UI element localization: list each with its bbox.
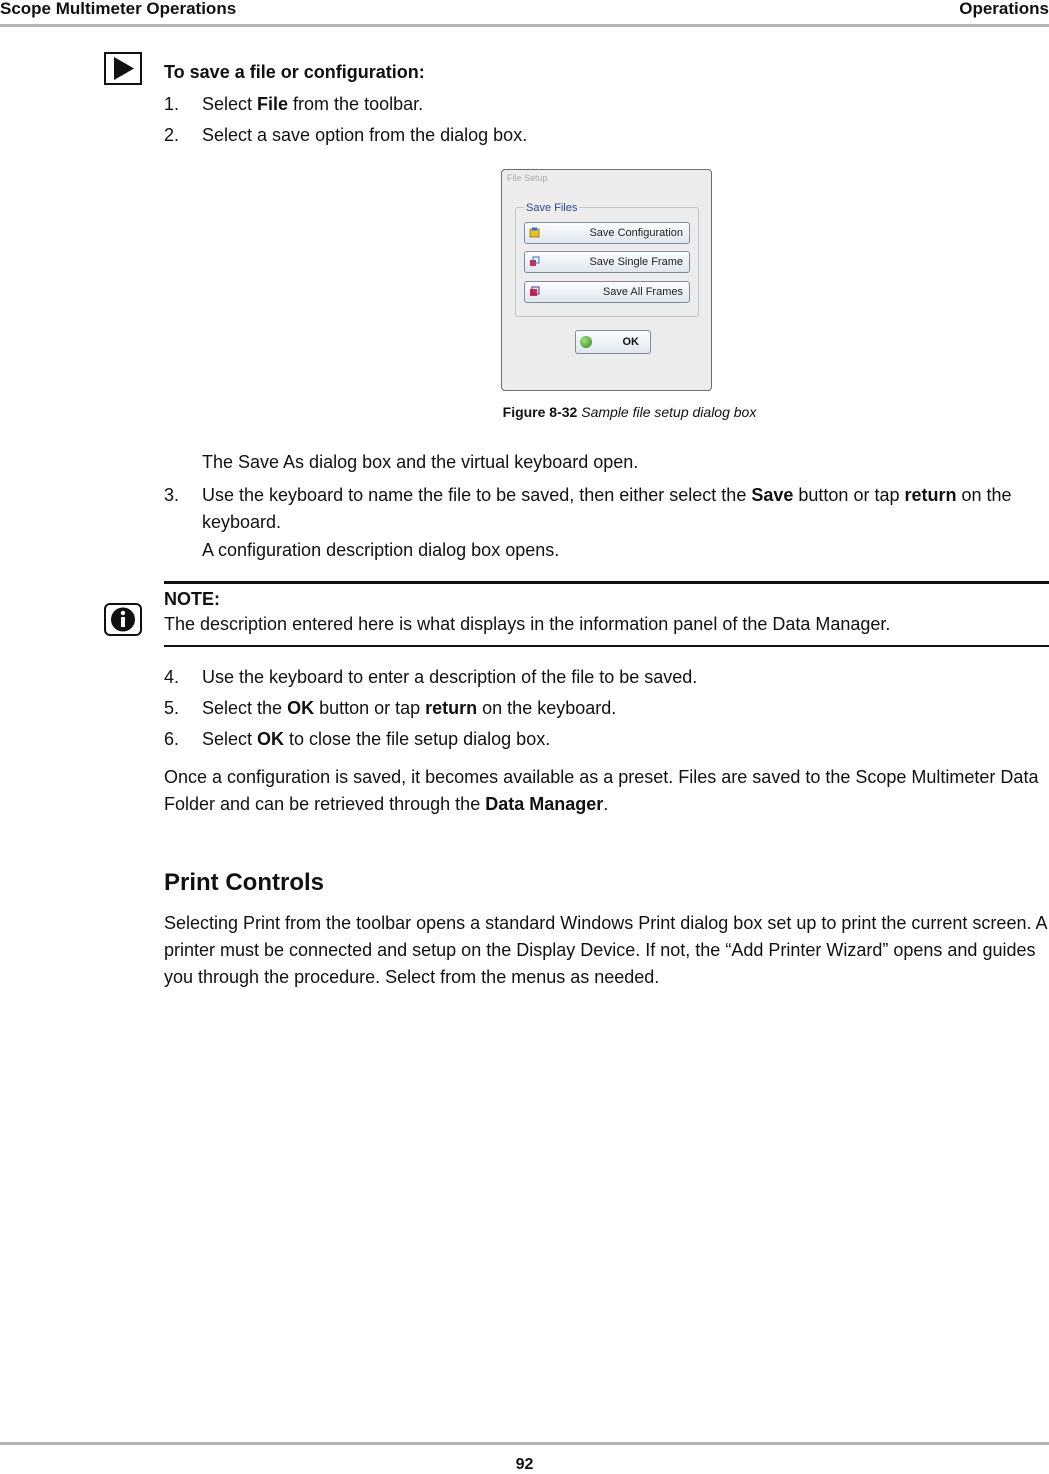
green-status-icon [580, 336, 592, 348]
file-setup-dialog [501, 169, 712, 391]
procedure-title: To save a file or configuration: [164, 62, 425, 82]
step-2-result: The Save As dialog box and the virtual keyboard open. [202, 452, 639, 472]
save-files-label: Save Files [526, 202, 578, 214]
step-4: 4. Use the keyboard to enter a description of the file to be saved. [164, 667, 698, 687]
note-text: The description entered here is what displays in the information panel of the Data Manager. [164, 614, 891, 634]
running-header-right: Operations [959, 0, 1049, 18]
print-paragraph: Selecting Print from the toolbar opens a standard Windows Print dialog box set up to print the current screen. A printer must be connected and setup on the Display Device. If not, the “Add Printer Wizard” opens and guides you through the procedure. Select from the menus as needed. [164, 913, 1047, 987]
save-configuration-icon [529, 227, 540, 238]
step-3: 3. Use the keyboard to name the file to be saved, then either select the Save button or tap return on the keyboard. [164, 485, 1012, 532]
info-icon [104, 603, 142, 636]
step-1: 1. Select File from the toolbar. [164, 94, 424, 114]
note-label: NOTE: [164, 589, 220, 609]
header-rule [0, 24, 1049, 27]
figure-caption: Figure 8-32 Sample file setup dialog box [502, 404, 757, 420]
step-6: 6. Select OK to close the file setup dialog box. [164, 729, 551, 749]
dialog-title: File Setup [507, 173, 548, 183]
ok-button[interactable]: OK [575, 330, 651, 354]
save-all-frames-button[interactable]: Save All Frames [524, 281, 690, 303]
page-number: 92 [515, 1456, 534, 1473]
save-all-frames-icon [529, 286, 540, 297]
footer-rule [0, 1442, 1049, 1445]
running-header-left: Scope Multimeter Operations [0, 0, 237, 18]
save-single-frame-icon [529, 256, 540, 267]
procedure-arrow-icon [104, 52, 142, 85]
step-3-result: A configuration description dialog box opens. [202, 540, 560, 560]
closing-paragraph: Once a configuration is saved, it becomes available as a preset. Files are saved to the Scope Multimeter Data Folder and can be retrieved through the Data Manager. [164, 767, 1039, 814]
save-configuration-button[interactable]: Save Configuration [524, 222, 690, 244]
step-5: 5. Select the OK button or tap return on the keyboard. [164, 698, 617, 718]
save-single-frame-button[interactable]: Save Single Frame [524, 251, 690, 273]
section-heading: Print Controls [164, 869, 324, 896]
step-2: 2. Select a save option from the dialog box. [164, 125, 528, 145]
note-bottom-rule [164, 645, 1049, 647]
note-top-rule [164, 581, 1049, 584]
